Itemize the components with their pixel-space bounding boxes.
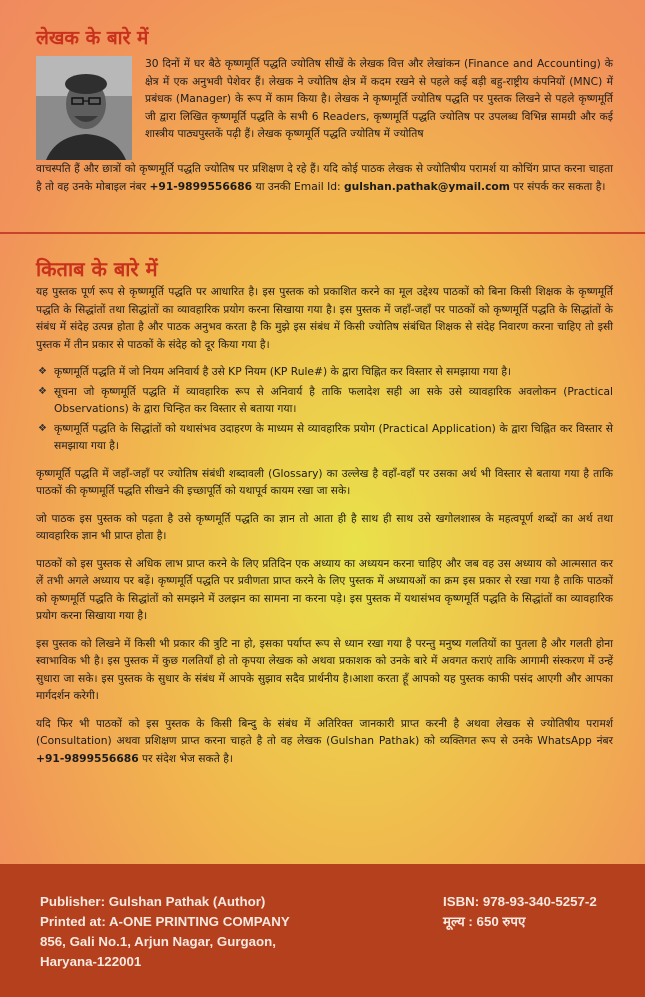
book-intro: यह पुस्तक पूर्ण रूप से कृष्णमूर्ति पद्धति पर आधारित है। इस पुस्तक को प्रकाशित करने का मूल उद्देश्य पाठकों को बिना किसी शिक्षक के कृष्णमूर्ति पद्धति के सिद्धांतों तथा सिद्धांतों का व्यावहारिक प्रयोग करना सिखाया गया है। इस पुस्तक में जहाँ-जहाँ पर पाठकों को कृष्णमूर्ति पद्धति के सिद्धांतों के संबंध में संदेह उत्पन्न होता है और पाठक अनुभव करता है कि मुझे इस संबंध में किसी ज्योतिष संबंधित शिक्षक से संदेह निवारण करना चाहिए तो इसी पुस्तक में तीन प्रकार से पाठकों के संदेह को दूर किया गया है। xyxy=(36,285,613,351)
author-contact-text: वाचस्पति हैं और छात्रों को कृष्णमूर्ति पद्धति ज्योतिष पर प्रशिक्षण दे रहे हैं। यदि कोई पाठक लेखक से ज्योतिषीय परामर्श या कोचिंग प्राप्त करना चाहता है तो वह उनके मोबाइल नंबर xyxy=(36,162,613,193)
list-item xyxy=(36,420,613,455)
publisher-footer xyxy=(0,864,645,997)
book-daily-study-paragraph: पाठकों को इस पुस्तक से अधिक लाभ प्राप्त करने के लिए प्रतिदिन एक अध्याय का अध्ययन करना चाहिए और जब वह उस अध्याय को आत्मसात कर लें तभी अगले अध्याय पर बढ़ें। कृष्णमूर्ति पद्धति पर प्रवीणता प्राप्त करने के लिए पुस्तक में अध्यायओं का क्रम इस प्रकार से रखा गया है ताकि पाठकों को कृष्णमूर्ति पद्धति के सिद्धांतों को समझने में उलझन का सामना ना करना पड़े। इस पुस्तक में यथासंभव कृष्णमूर्ति पद्धति के सिद्धांतों का व्यावहारिक प्रयोग करना सिखाया गया है। xyxy=(36,556,613,622)
author-photo xyxy=(36,56,132,160)
book-body xyxy=(36,283,613,777)
author-mobile: +91-9899556686 xyxy=(149,179,253,193)
list-item xyxy=(36,383,613,418)
list-item xyxy=(36,363,613,381)
whatsapp-number: +91-9899556686 xyxy=(36,751,139,765)
printer-address-line1: 856, Gali No.1, Arjun Nagar, Gurgaon, xyxy=(40,934,276,949)
book-contact-end: पर संदेश भेज सकते है। xyxy=(138,751,233,765)
book-contact-text: यदि फिर भी पाठकों को इस पुस्तक के किसी बिन्दु के संबंध में अतिरिक्त जानकारी प्राप्त करनी है अथवा लेखक से ज्योतिषीय परामर्श (Consultation) अथवा प्रशिक्षण प्राप्त करना चाहते है तो वह लेखक (Gulshan Pathak) को व्यक्तिगत रूप से उनके WhatsApp नंबर xyxy=(36,716,613,747)
diamond-bullet-icon: ❖ xyxy=(38,366,47,377)
author-email: gulshan.pathak@ymail.com xyxy=(344,179,510,193)
book-contact-paragraph xyxy=(36,715,613,768)
author-bio-contact xyxy=(36,160,613,195)
kp-feature-list xyxy=(36,363,613,455)
printer-name: Printed at: A-ONE PRINTING COMPANY xyxy=(40,914,290,929)
isbn: ISBN: 978-93-340-5257-2 xyxy=(443,894,597,909)
publisher-info xyxy=(40,892,290,972)
list-item-text: कृष्णमूर्ति पद्धति के सिद्धांतों को यथासंभव उदाहरण के माध्यम से व्यावहारिक प्रयोग (Practical Application) के द्वारा चिह्नित कर विस्तार से समझाया गया है। xyxy=(54,421,613,452)
book-heading: किताब के बारे में xyxy=(36,257,158,281)
author-contact-end: पर संपर्क कर सकता है। xyxy=(509,179,606,193)
author-portrait-image xyxy=(36,56,132,160)
section-divider xyxy=(0,232,645,234)
book-glossary-paragraph: कृष्णमूर्ति पद्धति में जहाँ-जहाँ पर ज्योतिष संबंधी शब्दावली (Glossary) का उल्लेख है वहाँ-वहाँ पर उसका अर्थ भी विस्तार से बताया गया है ताकि पाठकों की कृष्णमूर्ति पद्धति सीखने की इच्छापूर्ति को यथापूर्व कायम रखा जा सके। xyxy=(36,466,613,497)
book-errors-paragraph: इस पुस्तक को लिखने में किसी भी प्रकार की त्रुटि ना हो, इसका पर्याप्त रूप से ध्यान रखा गया है परन्तु मनुष्य गलतियों का पुतला है और गलती होना स्वाभाविक भी है। इस पुस्तक में कुछ गलतियाँ हो तो कृपया लेखक को अथवा प्रकाशक को उनके बारे में अवगत कराएं ताकि आगामी संस्करण में उन्हें सुधारा जा सके। इस पुस्तक के सुधार के संबंध में आपके सुझाव सदैव प्रार्थनीय है।आशा करता हूँ आपको यह पुस्तक काफी पसंद आएगी और आपका मार्गदर्शन करेगी। xyxy=(36,636,613,702)
diamond-bullet-icon: ❖ xyxy=(38,422,47,434)
printer-address-line2: Haryana-122001 xyxy=(40,954,142,969)
list-item-text: कृष्णमूर्ति पद्धति में जो नियम अनिवार्य है उसे KP नियम (KP Rule#) के द्वारा चिह्नित कर विस्तार से समझाया गया है। xyxy=(54,365,512,378)
list-item-text: सूचना जो कृष्णमूर्ति पद्धति में व्यावहारिक रूप से अनिवार्य है ताकि फलादेश सही आ सके उसे व्यावहारिक अवलोकन (Practical Observations) के द्वारा चिन्हित कर विस्तार से बताया गया। xyxy=(54,384,613,415)
author-heading: लेखक के बारे में xyxy=(36,27,149,49)
diamond-bullet-icon: ❖ xyxy=(38,385,47,397)
price: मूल्य : 650 रुपए xyxy=(443,914,526,929)
book-knowledge-paragraph: जो पाठक इस पुस्तक को पढ़ता है उसे कृष्णमूर्ति पद्धति का ज्ञान तो आता ही है साथ ही साथ उसे खगोलशास्त्र के महत्वपूर्ण शब्दों का अर्थ तथा व्यावहारिक ज्ञान भी प्राप्त होता है। xyxy=(36,511,613,542)
publisher-name: Publisher: Gulshan Pathak (Author) xyxy=(40,894,266,909)
author-bio-intro: 30 दिनों में घर बैठे कृष्णमूर्ति पद्धति ज्योतिष सीखें के लेखक वित्त और लेखांकन (Finance and Accounting) के क्षेत्र में एक अनुभवी पेशेवर हैं। लेखक ने ज्योतिष क्षेत्र में कदम रखने से पहले कई बड़ी बहु-राष्ट्रीय कंपनियों (MNC) में प्रबंधक (Manager) के रूप में काम किया है। लेखक ने कृष्णमूर्ति ज्योतिष पद्धति पर पुस्तक लिखने से पहले कृष्णमूर्ति जी द्वारा लिखित कृष्णमूर्ति पद्धति के सभी 6 Readers, कृष्णमूर्ति पद्धति ज्योतिष पर उपलब्ध विभिन्न सामग्री और कई शास्त्रीय पाठ्यपुस्तकें पढ़ी हैं। लेखक कृष्णमूर्ति पद्धति ज्योतिष में ज्योतिष xyxy=(145,57,613,140)
author-email-label: या उनकी Email Id: xyxy=(252,179,345,193)
book-identifiers xyxy=(443,892,597,932)
